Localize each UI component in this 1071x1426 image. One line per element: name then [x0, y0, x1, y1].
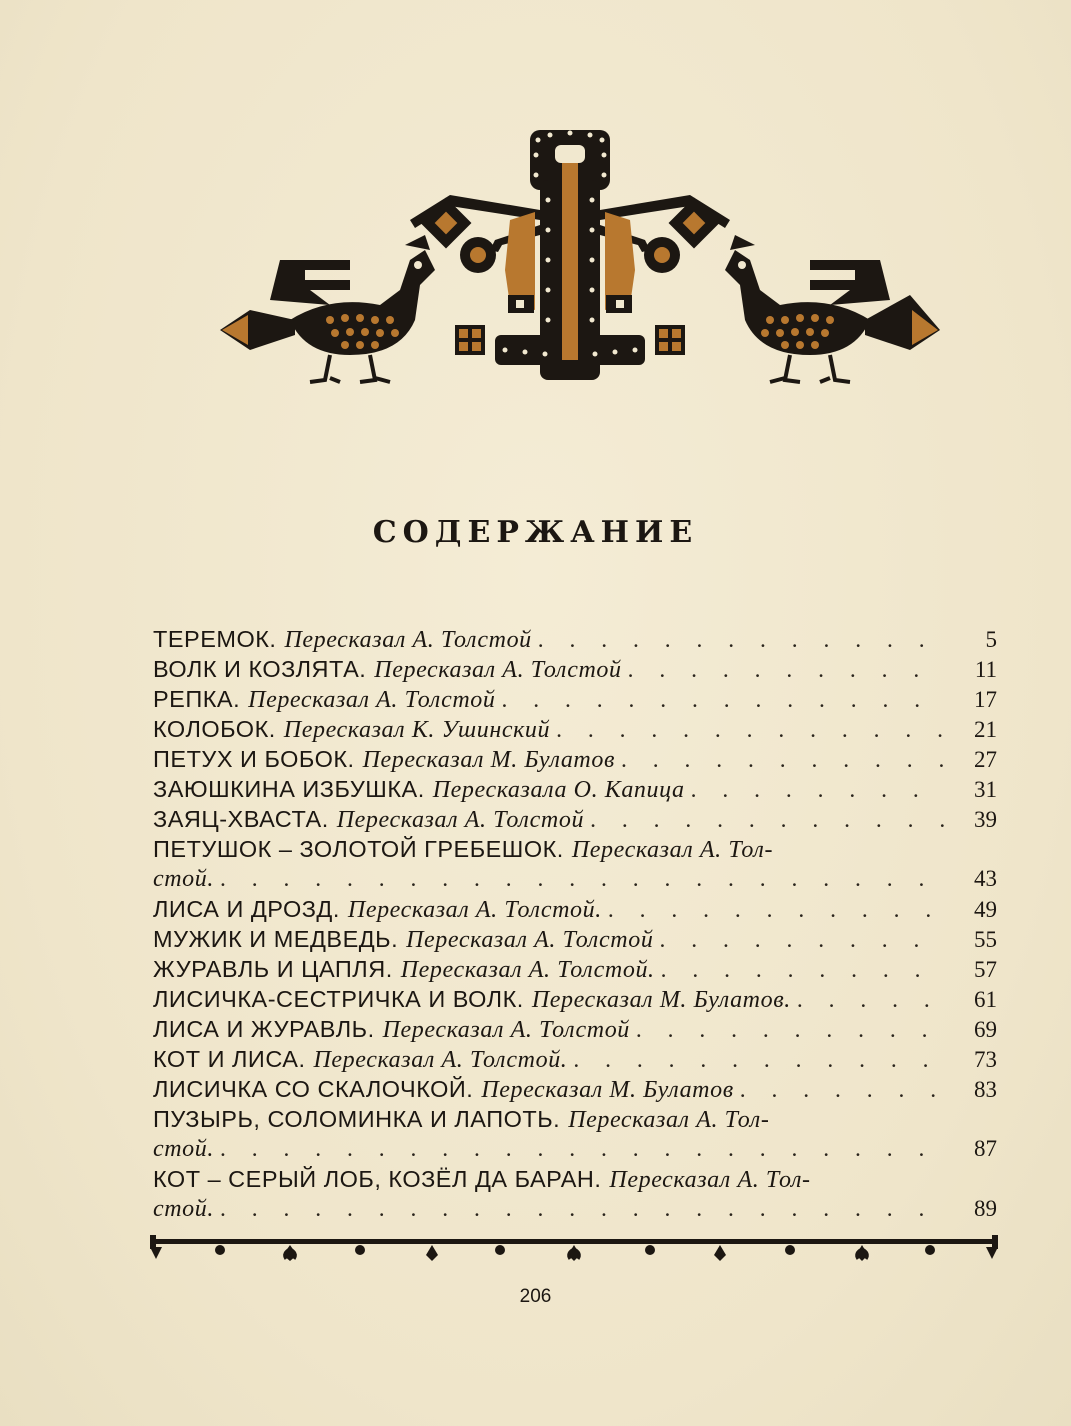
toc-entry-title: КОТ – СЕРЫЙ ЛОБ, КОЗЁЛ ДА БАРАН. — [153, 1166, 602, 1192]
toc-entry-continuation[interactable] — [153, 866, 997, 896]
toc-entry-author: Пересказал А. Тол- — [609, 1167, 811, 1193]
toc-entry-page: 21 — [974, 717, 997, 742]
dot-leader — [628, 657, 945, 684]
dot-leader — [636, 1017, 945, 1044]
toc-entry-author: Пересказал А. Толстой — [336, 807, 585, 833]
dot-leader — [538, 627, 945, 654]
contents-heading: СОДЕРЖАНИЕ — [372, 515, 699, 550]
toc-entry[interactable] — [153, 776, 997, 806]
toc-entry[interactable] — [153, 986, 997, 1016]
dot-leader — [621, 747, 945, 774]
toc-entry-author: Пересказал А. Тол- — [568, 1107, 770, 1133]
toc-entry-title: КОЛОБОК. — [153, 716, 276, 742]
toc-entry-author-continued: стой. — [153, 1136, 214, 1162]
toc-entry[interactable] — [153, 626, 997, 656]
dot-leader — [797, 987, 945, 1014]
toc-entry-author: Пересказал А. Толстой — [284, 627, 532, 653]
toc-entry-page: 17 — [974, 687, 997, 712]
toc-entry-page: 11 — [974, 657, 997, 682]
dot-leader — [608, 897, 945, 924]
toc-entry-title: ВОЛК И КОЗЛЯТА. — [153, 656, 367, 682]
toc-entry-author: Пересказал А. Толстой — [406, 927, 654, 953]
toc-entry-author-continued: стой. — [153, 866, 214, 892]
toc-entry-page: 27 — [974, 747, 997, 772]
toc-entry[interactable] — [153, 836, 997, 866]
toc-entry-page: 43 — [974, 866, 997, 891]
toc-entry[interactable] — [153, 956, 997, 986]
toc-entry-page: 89 — [974, 1196, 997, 1221]
toc-entry[interactable] — [153, 1166, 997, 1196]
toc-entry-page: 31 — [974, 777, 997, 802]
folk-border-ornament-icon — [150, 1233, 998, 1267]
toc-entry[interactable] — [153, 926, 997, 956]
dot-leader — [661, 957, 945, 984]
dot-leader — [501, 687, 945, 714]
toc-entry-title: ЗАЮШКИНА ИЗБУШКА. — [153, 776, 425, 802]
toc-entry[interactable] — [153, 896, 997, 926]
dot-leader — [556, 717, 945, 744]
toc-entry-title: ЛИСИЧКА СО СКАЛОЧКОЙ. — [153, 1076, 474, 1102]
table-of-contents — [153, 626, 997, 1226]
toc-entry[interactable] — [153, 716, 997, 746]
dot-leader — [220, 1136, 945, 1163]
toc-entry-author: Пересказал М. Булатов. — [531, 987, 791, 1013]
toc-entry-author: Пересказала О. Капица — [432, 777, 685, 803]
toc-entry-title: ЗАЯЦ-ХВАСТА. — [153, 806, 329, 832]
toc-entry-title: ЛИСИЧКА-СЕСТРИЧКА И ВОЛК. — [153, 986, 524, 1012]
toc-entry[interactable] — [153, 656, 997, 686]
toc-entry-page: 69 — [974, 1017, 997, 1042]
toc-entry-page: 55 — [974, 927, 997, 952]
toc-entry[interactable] — [153, 1106, 997, 1136]
toc-entry-continuation[interactable] — [153, 1136, 997, 1166]
dot-leader — [659, 927, 945, 954]
toc-entry[interactable] — [153, 1076, 997, 1106]
dot-leader — [573, 1047, 945, 1074]
toc-entry-page: 57 — [974, 957, 997, 982]
toc-entry-author: Пересказал А. Толстой — [374, 657, 622, 683]
toc-entry-author: Пересказал А. Тол- — [571, 837, 774, 863]
toc-entry[interactable] — [153, 1046, 997, 1076]
toc-entry-author: Пересказал М. Булатов — [481, 1077, 734, 1103]
toc-entry-title: КОТ И ЛИСА. — [153, 1046, 306, 1072]
toc-entry[interactable] — [153, 806, 997, 836]
toc-entry-continuation[interactable] — [153, 1196, 997, 1226]
toc-entry-page: 73 — [974, 1047, 997, 1072]
toc-entry-author: Пересказал М. Булатов — [362, 747, 615, 773]
toc-entry-author: Пересказал А. Толстой. — [347, 897, 602, 923]
toc-entry-page: 39 — [974, 807, 997, 832]
toc-entry[interactable] — [153, 746, 997, 776]
toc-entry-title: ПЕТУХ И БОБОК. — [153, 746, 355, 772]
toc-entry-title: ТЕРЕМОК. — [153, 626, 277, 652]
toc-entry[interactable] — [153, 686, 997, 716]
toc-entry[interactable] — [153, 1016, 997, 1046]
toc-entry-author: Пересказал А. Толстой — [382, 1017, 630, 1043]
toc-entry-title: ЖУРАВЛЬ И ЦАПЛЯ. — [153, 956, 393, 982]
toc-entry-author: Пересказал А. Толстой — [248, 687, 496, 713]
dot-leader — [590, 807, 945, 834]
toc-entry-title: ЛИСА И ДРОЗД. — [153, 896, 340, 922]
toc-entry-title: РЕПКА. — [153, 686, 241, 712]
toc-entry-author: Пересказал К. Ушинский — [283, 717, 551, 743]
toc-entry-page: 61 — [974, 987, 997, 1012]
toc-entry-title: ПЕТУШОК – ЗОЛОТОЙ ГРЕБЕШОК. — [153, 836, 564, 862]
toc-entry-page: 49 — [974, 897, 997, 922]
folk-birds-ornament-icon — [210, 120, 950, 400]
dot-leader — [691, 777, 945, 804]
toc-entry-page: 87 — [974, 1136, 997, 1161]
dot-leader — [740, 1077, 945, 1104]
toc-entry-page: 83 — [974, 1077, 997, 1102]
page-number: 206 — [519, 1286, 552, 1307]
toc-entry-author-continued: стой. — [153, 1196, 214, 1222]
toc-entry-page: 5 — [985, 627, 997, 652]
dot-leader — [220, 866, 945, 893]
toc-entry-author: Пересказал А. Толстой. — [313, 1047, 568, 1073]
toc-entry-title: ЛИСА И ЖУРАВЛЬ. — [153, 1016, 375, 1042]
toc-entry-title: ПУЗЫРЬ, СОЛОМИНКА И ЛАПОТЬ. — [153, 1106, 561, 1132]
toc-entry-title: МУЖИК И МЕДВЕДЬ. — [153, 926, 399, 952]
toc-entry-author: Пересказал А. Толстой. — [400, 957, 655, 983]
dot-leader — [220, 1196, 945, 1223]
